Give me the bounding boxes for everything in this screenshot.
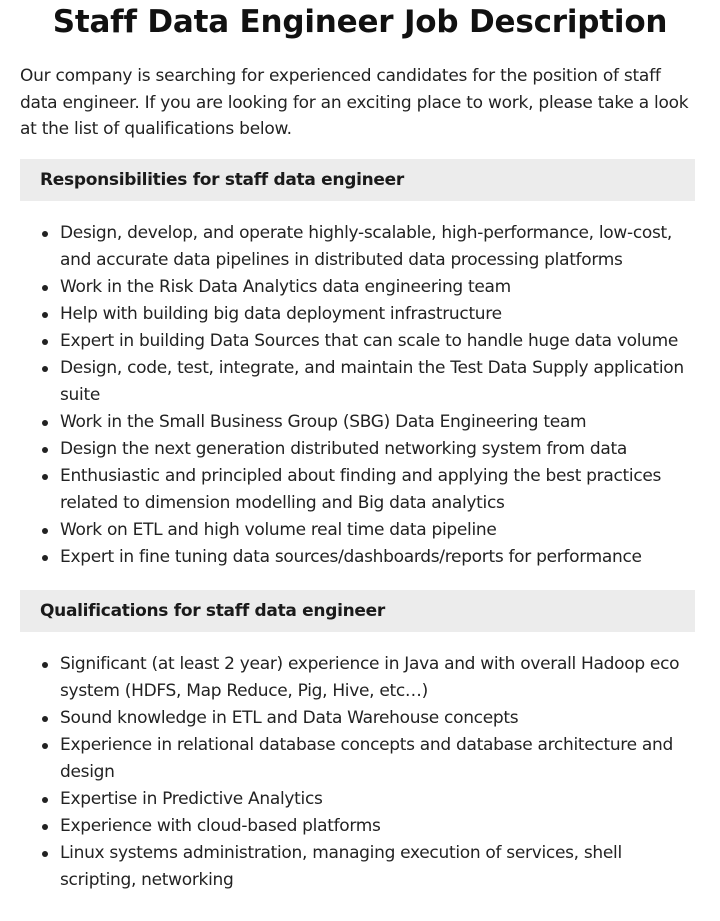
page-title: Staff Data Engineer Job Description [52,4,668,40]
list-item: Enthusiastic and principled about finding and applying the best practices related to dimension modelling and Big data analytics [20,463,695,517]
list-item: Significant (at least 2 year) experience in Java and with overall Hadoop eco system (HDFS, Map Reduce, Pig, Hive, etc…) [20,651,695,705]
responsibilities-list [20,220,695,571]
list-item: Work on ETL and high volume real time data pipeline [20,517,695,544]
list-item: Design, develop, and operate highly-scalable, high-performance, low-cost, and accurate data pipelines in distributed data processing platforms [20,220,695,274]
intro-paragraph: Our company is searching for experienced candidates for the position of staff data engineer. If you are looking for an exciting place to work, please take a look at the list of qualifications below. [20,66,689,139]
list-item: Experience in relational database concepts and database architecture and design [20,732,695,786]
responsibilities-header [20,159,695,201]
list-item: Design, code, test, integrate, and maintain the Test Data Supply application suite [20,355,695,409]
list-item: Expert in fine tuning data sources/dashboards/reports for performance [20,544,695,571]
list-item: Experience with cloud-based platforms [20,813,695,840]
list-item: Expertise in Predictive Analytics [20,786,695,813]
qualifications-header [20,590,695,632]
list-item: Work in the Small Business Group (SBG) Data Engineering team [20,409,695,436]
qualifications-list [20,651,695,894]
list-item: Expert in building Data Sources that can scale to handle huge data volume [20,328,695,355]
list-item: Work in the Risk Data Analytics data engineering team [20,274,695,301]
list-item: Linux systems administration, managing execution of services, shell scripting, networking [20,840,695,894]
list-item: Sound knowledge in ETL and Data Warehouse concepts [20,705,695,732]
list-item: Design the next generation distributed networking system from data [20,436,695,463]
qualifications-heading: Qualifications for staff data engineer [40,600,385,621]
responsibilities-heading: Responsibilities for staff data engineer [40,169,404,190]
list-item: Help with building big data deployment infrastructure [20,301,695,328]
